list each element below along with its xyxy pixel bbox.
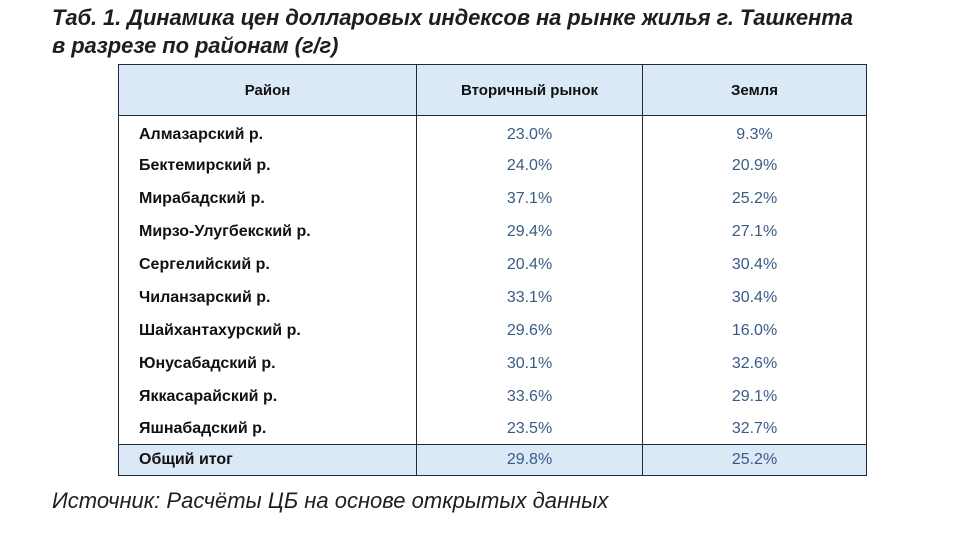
district-name: Шайхантахурский р. bbox=[119, 314, 417, 347]
secondary-market-value: 30.1% bbox=[417, 347, 643, 380]
table-row bbox=[119, 248, 867, 281]
land-value: 9.3% bbox=[643, 116, 867, 150]
district-name: Юнусабадский р. bbox=[119, 347, 417, 380]
district-name: Мирабадский р. bbox=[119, 182, 417, 215]
table-row bbox=[119, 347, 867, 380]
land-value: 20.9% bbox=[643, 149, 867, 182]
header-district: Район bbox=[119, 65, 417, 116]
land-value: 30.4% bbox=[643, 281, 867, 314]
secondary-market-value: 23.5% bbox=[417, 413, 643, 445]
secondary-market-value: 24.0% bbox=[417, 149, 643, 182]
table-header-row bbox=[119, 65, 867, 116]
table-total-row bbox=[119, 445, 867, 476]
land-value: 25.2% bbox=[643, 182, 867, 215]
land-value: 29.1% bbox=[643, 380, 867, 413]
land-value: 32.7% bbox=[643, 413, 867, 445]
secondary-market-value: 29.6% bbox=[417, 314, 643, 347]
source-note: Источник: Расчёты ЦБ на основе открытых данных bbox=[52, 488, 609, 513]
land-value: 32.6% bbox=[643, 347, 867, 380]
total-secondary-market-value: 29.8% bbox=[417, 445, 643, 476]
district-name: Алмазарский р. bbox=[119, 116, 417, 150]
district-name: Бектемирский р. bbox=[119, 149, 417, 182]
district-name: Яшнабадский р. bbox=[119, 413, 417, 445]
land-value: 16.0% bbox=[643, 314, 867, 347]
table-row bbox=[119, 215, 867, 248]
table-row bbox=[119, 149, 867, 182]
total-label: Общий итог bbox=[119, 445, 417, 476]
district-name: Мирзо-Улугбекский р. bbox=[119, 215, 417, 248]
district-name: Сергелийский р. bbox=[119, 248, 417, 281]
header-secondary-market: Вторичный рынок bbox=[417, 65, 643, 116]
table-caption-line-1: Таб. 1. Динамика цен долларовых индексов на рынке жилья г. Ташкента bbox=[52, 5, 853, 30]
table-row bbox=[119, 182, 867, 215]
header-land: Земля bbox=[643, 65, 867, 116]
table-row bbox=[119, 413, 867, 445]
table-row bbox=[119, 116, 867, 150]
district-name: Яккасарайский р. bbox=[119, 380, 417, 413]
district-name: Чиланзарский р. bbox=[119, 281, 417, 314]
table-caption-line-2: в разрезе по районам (г/г) bbox=[52, 33, 339, 58]
data-table bbox=[118, 64, 867, 476]
secondary-market-value: 37.1% bbox=[417, 182, 643, 215]
secondary-market-value: 20.4% bbox=[417, 248, 643, 281]
price-index-table bbox=[118, 64, 866, 480]
secondary-market-value: 33.6% bbox=[417, 380, 643, 413]
secondary-market-value: 33.1% bbox=[417, 281, 643, 314]
land-value: 30.4% bbox=[643, 248, 867, 281]
land-value: 27.1% bbox=[643, 215, 867, 248]
table-caption bbox=[52, 4, 952, 59]
table-row bbox=[119, 281, 867, 314]
table-row bbox=[119, 314, 867, 347]
secondary-market-value: 23.0% bbox=[417, 116, 643, 150]
secondary-market-value: 29.4% bbox=[417, 215, 643, 248]
total-land-value: 25.2% bbox=[643, 445, 867, 476]
table-row bbox=[119, 380, 867, 413]
